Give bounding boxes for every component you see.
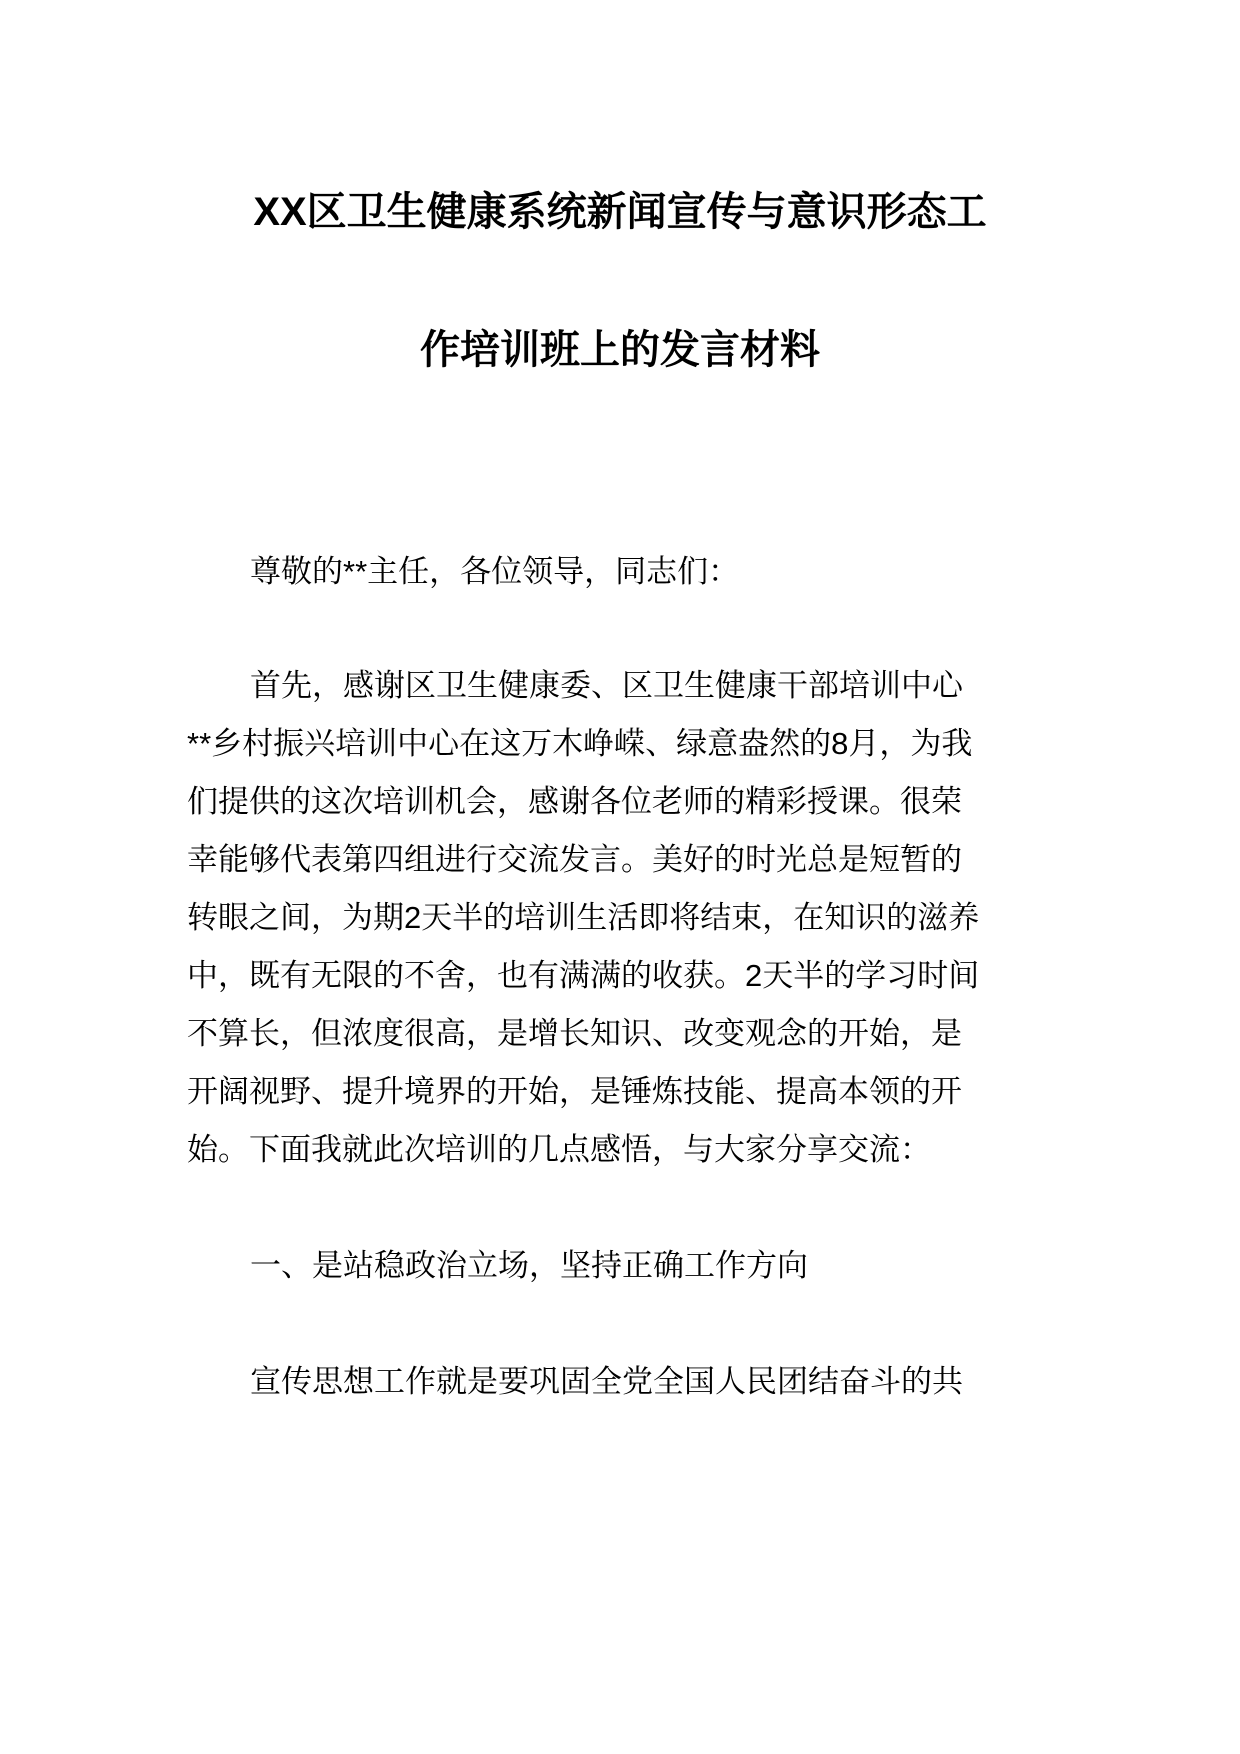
- paragraph-line: 中，既有无限的不舍，也有满满的收获。2天半的学习时间: [187, 958, 980, 993]
- paragraph-line: 幸能够代表第四组进行交流发言。美好的时光总是短暂的: [187, 842, 962, 877]
- paragraph-line: 始。下面我就此次培训的几点感悟，与大家分享交流：: [187, 1132, 931, 1167]
- section-heading-1: 一、是站稳政治立场，坚持正确工作方向: [250, 1248, 808, 1283]
- document-title-line-1: XX区卫生健康系统新闻宣传与意识形态工: [253, 190, 987, 234]
- document-title-line-2: 作培训班上的发言材料: [420, 328, 820, 372]
- paragraph-line: 首先，感谢区卫生健康委、区卫生健康干部培训中心: [250, 668, 963, 703]
- paragraph-line: 们提供的这次培训机会，感谢各位老师的精彩授课。很荣: [187, 784, 962, 819]
- paragraph-line: 开阔视野、提升境界的开始，是锤炼技能、提高本领的开: [187, 1074, 962, 1109]
- paragraph-line: **乡村振兴培训中心在这万木峥嵘、绿意盎然的8月，为我: [187, 726, 973, 761]
- salutation: 尊敬的**主任，各位领导，同志们：: [250, 554, 740, 589]
- paragraph-line: 不算长，但浓度很高，是增长知识、改变观念的开始，是: [187, 1016, 962, 1051]
- paragraph-line: 转眼之间，为期2天半的培训生活即将结束，在知识的滋养: [187, 900, 980, 935]
- paragraph-line: 宣传思想工作就是要巩固全党全国人民团结奋斗的共: [250, 1364, 963, 1399]
